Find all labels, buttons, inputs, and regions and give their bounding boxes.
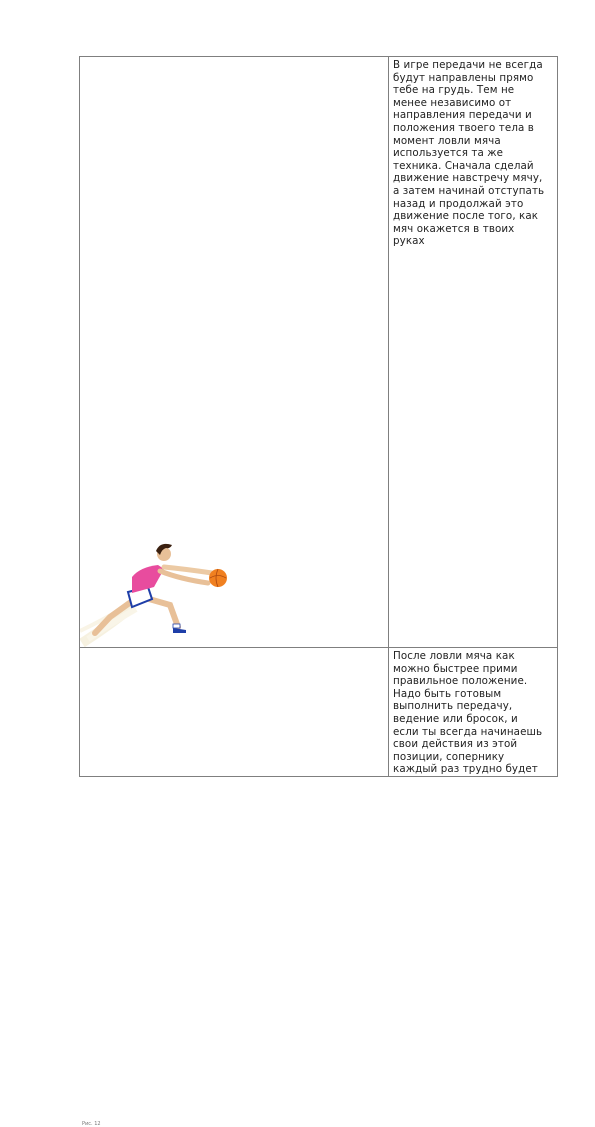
- ball: [209, 569, 227, 587]
- arm-front: [164, 567, 212, 573]
- layout-table: [79, 56, 558, 1127]
- column-divider: [388, 57, 389, 776]
- text-cell-ready-position: После ловли мяча как можно быстрее прими правильное положение. Надо быть готовым выполнить передачу, ведение или бросок, и если ты всегда начинаешь свои действия из этой позиции, сопернику каждый раз трудно будет: [393, 650, 543, 776]
- row-divider: [80, 647, 557, 648]
- basketball-player-illustration: [80, 535, 280, 1127]
- player-catching-ball-drawing: [80, 535, 280, 647]
- figure-caption: Рис. 12: [82, 1121, 101, 1127]
- motion-streaks: [80, 605, 136, 643]
- text-cell-catching-technique: В игре передачи не всегда будут направлены прямо тебе на грудь. Тем не менее независимо от направления передачи и положения твоего тела в момент ловли мяча используется та же техника. Сначала сделай движение навстречу мячу, а затем начинай отступать назад и продолжай это движение после того, как мяч окажется в твоих руках: [393, 59, 545, 248]
